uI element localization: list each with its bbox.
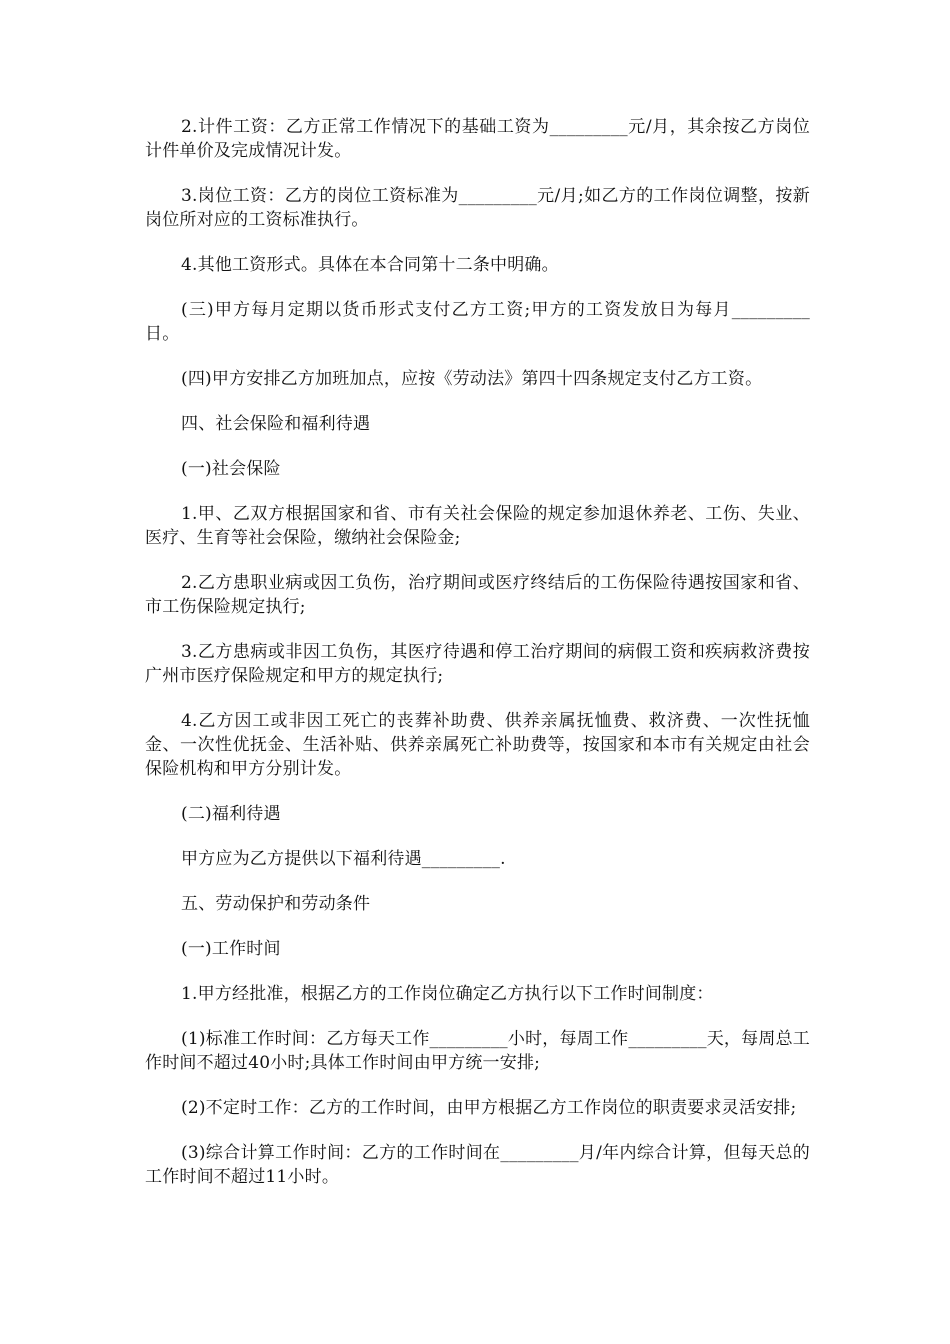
subheading-welfare: (二)福利待遇 <box>181 804 281 824</box>
section-heading-social-insurance: 四、社会保险和福利待遇 <box>181 414 371 434</box>
paragraph-flexible-hours: (2)不定时工作：乙方的工作时间，由甲方根据乙方工作岗位的职责要求灵活安排; <box>181 1098 797 1118</box>
paragraph-insurance-3: 3.乙方患病或非因工负伤，其医疗待遇和停工治疗期间的病假工资和疾病救济费按广州市医疗保险规定和甲方的规定执行; <box>145 642 810 686</box>
subheading-working-hours: (一)工作时间 <box>181 939 281 959</box>
paragraph-welfare: 甲方应为乙方提供以下福利待遇_________. <box>181 849 506 869</box>
document-body <box>145 115 810 1210</box>
paragraph-hours-system: 1.甲方经批准，根据乙方的工作岗位确定乙方执行以下工作时间制度： <box>181 984 714 1004</box>
paragraph-standard-hours: (1)标准工作时间：乙方每天工作_________小时，每周工作_________天，每周总工作时间不超过40小时;具体工作时间由甲方统一安排; <box>145 1029 810 1073</box>
paragraph-comprehensive-hours: (3)综合计算工作时间：乙方的工作时间在_________月/年内综合计算，但每天总的工作时间不超过11小时。 <box>145 1143 810 1187</box>
paragraph-insurance-4: 4.乙方因工或非因工死亡的丧葬补助费、供养亲属抚恤费、救济费、一次性抚恤金、一次性优抚金、生活补贴、供养亲属死亡补助费等，按国家和本市有关规定由社会保险机构和甲方分别计发。 <box>145 711 810 779</box>
paragraph-payday: (三)甲方每月定期以货币形式支付乙方工资;甲方的工资发放日为每月_________日。 <box>145 300 810 344</box>
paragraph-piece-wage: 2.计件工资：乙方正常工作情况下的基础工资为_________元/月，其余按乙方岗位计件单价及完成情况计发。 <box>145 117 810 161</box>
paragraph-other-wage: 4.其他工资形式。具体在本合同第十二条中明确。 <box>181 255 559 275</box>
subheading-social-insurance: (一)社会保险 <box>181 459 281 479</box>
section-heading-labor-protection: 五、劳动保护和劳动条件 <box>181 894 371 914</box>
paragraph-overtime: (四)甲方安排乙方加班加点，应按《劳动法》第四十四条规定支付乙方工资。 <box>181 369 763 389</box>
paragraph-position-wage: 3.岗位工资：乙方的岗位工资标准为_________元/月;如乙方的工作岗位调整，按新岗位所对应的工资标准执行。 <box>145 186 810 230</box>
paragraph-insurance-2: 2.乙方患职业病或因工负伤，治疗期间或医疗终结后的工伤保险待遇按国家和省、市工伤保险规定执行; <box>145 573 810 617</box>
paragraph-insurance-1: 1.甲、乙双方根据国家和省、市有关社会保险的规定参加退休养老、工伤、失业、医疗、生育等社会保险，缴纳社会保险金; <box>145 504 810 548</box>
